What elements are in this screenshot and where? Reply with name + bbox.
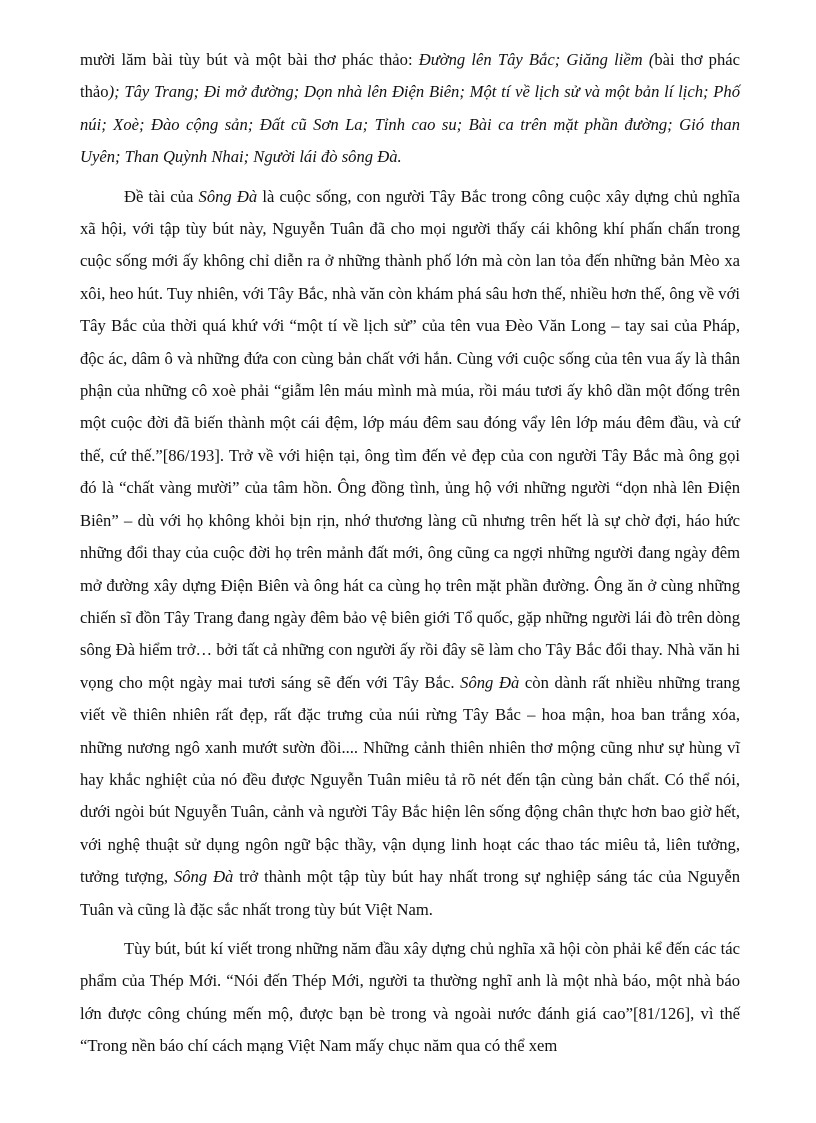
paragraph-text-segment: mười lăm bài tùy bút và một bài thơ phác thảo:	[80, 50, 419, 69]
paragraph-text-segment: Tùy bút, bút kí viết trong những năm đầu xây dựng chủ nghĩa xã hội còn phải kể đến các tác phẩm của Thép Mới. “Nói đến Thép Mới, người ta thường nghĩ anh là một nhà báo, một nhà báo lớn được công chúng mến mộ, được bạn bè trong và ngoài nước đánh giá cao”[81/126], vì thế “Trong nền báo chí cách mạng Việt Nam mấy chục năm qua có thể xem	[80, 938, 740, 1056]
book-title-italic: Sông Đà	[198, 186, 258, 206]
book-title-italic: Sông Đà	[173, 867, 234, 887]
paragraph-text-segment: còn dành rất nhiều những trang viết về thiên nhiên rất đẹp, rất đặc trưng của núi rừng Tây Bắc – hoa mận, hoa ban trắng xóa, những nương ngô xanh mướt sườn đồi.... Những cảnh thiên nhiên thơ mộng cũng như sự hùng vĩ hay khắc nghiệt của nó đều được Nguyễn Tuân miêu tả rõ nét đến tận cùng bản chất. Có thể nói, dưới ngòi bút Nguyễn Tuân, cảnh và người Tây Bắc hiện lên sống động chân thực hơn bao giờ hết, với nghệ thuật sử dụng ngôn ngữ bậc thầy, vận dụng linh hoạt các thao tác miêu tả, liên tưởng, tưởng tượng,	[80, 672, 741, 887]
paragraph-thep-moi	[80, 933, 740, 1063]
document-page	[80, 44, 740, 1070]
paragraph-song-da	[80, 181, 740, 926]
paragraph-intro-list	[80, 44, 740, 174]
work-title-list-italic: ); Tây Trang; Đi mở đường; Dọn nhà lên Điện Biên; Một tí về lịch sử và một bản lí lịch; Phố núi; Xoè; Đào cộng sản; Đất cũ Sơn La; Tỉnh cao su; Bài ca trên mặt phần đường; Gió than Uyên; Than Quỳnh Nhai; Người lái đò sông Đà.	[80, 82, 740, 167]
paragraph-text-segment: trở thành một tập tùy bút hay nhất trong sự nghiệp sáng tác của Nguyễn Tuân và cũng là đặc sắc nhất trong tùy bút Việt Nam.	[80, 867, 741, 919]
book-title-italic: Sông Đà	[460, 672, 520, 692]
paragraph-text-segment: bài thơ phác thảo	[80, 50, 740, 102]
paragraph-text-segment: Đề tài của	[124, 186, 199, 206]
paragraph-text-segment: là cuộc sống, con người Tây Bắc trong công cuộc xây dựng chủ nghĩa xã hội, với tập tùy bút này, Nguyễn Tuân đã cho mọi người thấy cái không khí phấn chấn trong cuộc sống mới ấy không chỉ diễn ra ở những thành phố lớn mà còn lan tỏa đến những bản Mèo xa xôi, heo hút. Tuy nhiên, với Tây Bắc, nhà văn còn khám phá sâu hơn thế, nhiều hơn thế, ông về với Tây Bắc của thời quá khứ với “một tí về lịch sử” của tên vua Đèo Văn Long – tay sai của Pháp, độc ác, dâm ô và những đứa con cùng bản chất với hắn. Cùng với cuộc sống của tên vua ấy là thân phận của những cô xoè phải “giẫm lên máu mình mà múa, rồi máu tươi ấy khô dần một đống trên một cuộc đời đã biến thành một cái đệm, lớp máu đêm sau đóng vẩy lên lớp máu đêm đầu, và cứ thế, cứ thế.”[86/193]. Trở về với hiện tại, ông tìm đến vẻ đẹp của con người Tây Bắc mà ông gọi đó là “chất vàng mười” của tâm hồn. Ông đồng tình, ủng hộ với những người “dọn nhà lên Điện Biên” – dù với họ không khỏi bịn rịn, nhớ thương làng cũ nhưng trên hết là sự chờ đợi, háo hức những đổi thay của cuộc đời họ trên mảnh đất mới, ông cũng ca ngợi những người đang ngày đêm mở đường xây dựng Điện Biên và ông hát ca cùng họ trên mặt phần đường. Ông ăn ở cùng những chiến sĩ đồn Tây Trang đang ngày đêm bảo vệ biên giới Tổ quốc, gặp những người lái đò trên dòng sông Đà hiểm trở… bởi tất cả những con người ấy rồi đây sẽ làm cho Tây Bắc đổi thay. Nhà văn hi vọng cho một ngày mai tươi sáng sẽ đến với Tây Bắc.	[80, 186, 740, 692]
work-title-italic: Đường lên Tây Bắc; Giăng liềm (	[418, 50, 655, 69]
